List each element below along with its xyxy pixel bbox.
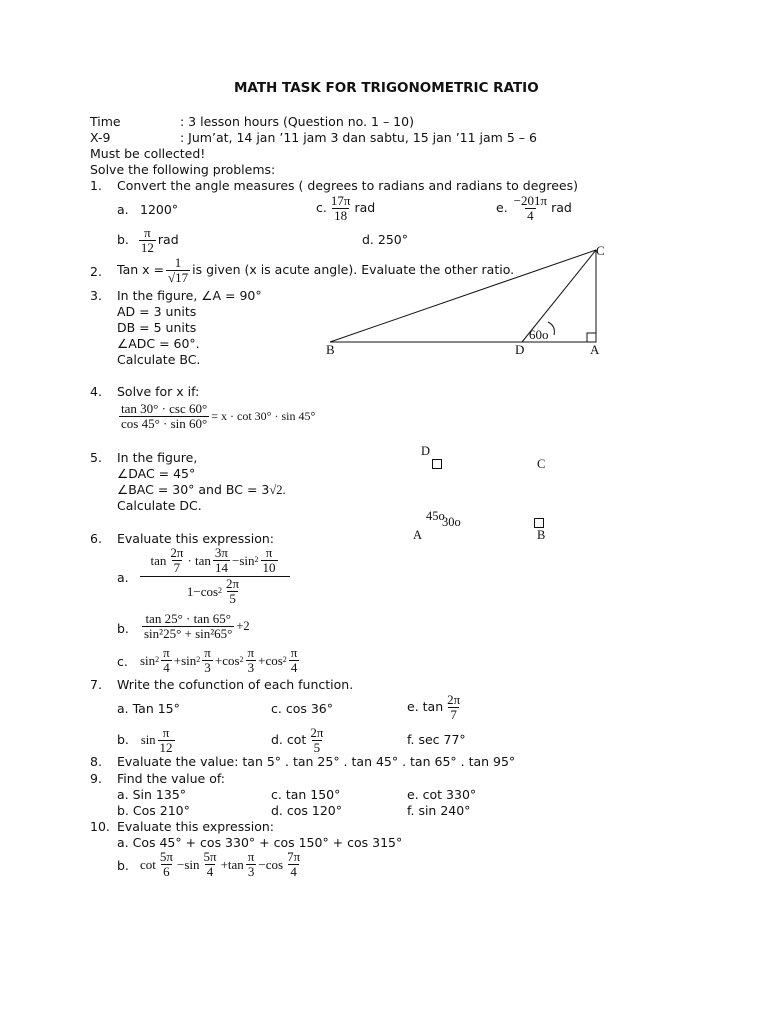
term-function: cos — [265, 652, 283, 668]
q5-line3 — [117, 484, 286, 497]
q6-a-denominator: 1−cos 2 $\frac{2\pi}{5}$ — [140, 576, 290, 605]
q6-number: 6. — [90, 531, 102, 546]
collected-note: Must be collected! — [90, 146, 206, 161]
q2-suffix: is given (x is acute angle). Evaluate the other ratio. — [192, 261, 515, 277]
term-operator: + — [173, 652, 182, 668]
q1-c-fraction: $\frac{17\pi}{18}$ — [330, 193, 351, 223]
q7-e — [407, 693, 464, 721]
q4-text: Solve for x if: — [117, 384, 200, 399]
q8-text: Evaluate the value: tan 5° . tan 25° . tan 45° . tan 65° . tan 95° — [117, 754, 516, 769]
q7-b-fn: sin — [140, 732, 156, 747]
label-a: A — [590, 342, 600, 357]
q1-c — [316, 194, 375, 222]
term-exponent: 2 — [155, 655, 160, 665]
term-fraction: $\frac{\pi}{3}$ — [247, 645, 255, 675]
q2-prefix: Tan x = — [117, 261, 164, 277]
q9-b: b. Cos 210° — [117, 803, 190, 818]
q7-d — [271, 726, 327, 754]
q1-c-unit: rad — [354, 199, 376, 215]
q10-text: Evaluate this expression: — [117, 819, 274, 834]
label-b: B — [326, 342, 335, 357]
q6-a-expression — [140, 546, 290, 606]
term-fraction: $\frac{\pi}{4}$ — [290, 645, 298, 675]
q6-b-plus: +2 — [236, 618, 250, 633]
q5-label-d: D — [421, 444, 431, 458]
term-fraction: $\frac{7\pi}{4}$ — [287, 849, 301, 879]
term-function: cos — [222, 652, 240, 668]
q10-b-expression — [140, 850, 304, 878]
q5-label-a: A — [413, 528, 423, 542]
term-operator: − — [258, 856, 266, 872]
label-c: C — [596, 243, 605, 258]
instruction: Solve the following problems: — [90, 162, 276, 177]
term-exponent: 2 — [282, 655, 287, 665]
q5-line3-radical: √2. — [269, 483, 286, 497]
q5-line3-text: ∠BAC = 30° and BC = 3 — [117, 482, 270, 497]
q5-angle-45: 45o — [426, 509, 445, 523]
q9-d: d. cos 120° — [271, 803, 342, 818]
q9-c: c. tan 150° — [271, 787, 341, 802]
q5-point-b-box — [534, 518, 544, 528]
q6-a-numerator: tan $\frac{2\pi}{7}$ · tan $\frac{3\pi}{14}$ −sin 2 $\frac{\pi}{10}$ — [150, 545, 276, 575]
q6-text: Evaluate this expression: — [117, 531, 274, 546]
segment-bc — [330, 250, 596, 342]
time-label: Time — [90, 114, 121, 129]
q6-a-label: a. — [117, 570, 129, 585]
q4-equation — [117, 402, 315, 430]
q5-line2: ∠DAC = 45° — [117, 466, 196, 481]
q10-b-label: b. — [117, 858, 129, 873]
q7-b-label: b. — [117, 731, 129, 747]
q1-b-label: b. — [117, 231, 129, 247]
page-title: MATH TASK FOR TRIGONOMETRIC RATIO — [234, 80, 539, 96]
q3-line5: Calculate BC. — [117, 352, 201, 367]
class-value: : Jum’at, 14 jan ’11 jam 3 dan sabtu, 15 jan ’11 jam 5 – 6 — [180, 130, 537, 145]
q3-line2: AD = 3 units — [117, 304, 197, 319]
q1-e-fraction: $\frac{-201\pi}{4}$ — [513, 193, 548, 223]
q1-b — [117, 226, 179, 254]
term-function: sin — [184, 856, 200, 872]
q5-label-c: C — [537, 457, 546, 471]
q9-e: e. cot 330° — [407, 787, 477, 802]
q7-d-label: d. cot — [271, 731, 307, 747]
q6-c-label: c. — [117, 654, 128, 669]
q7-b — [117, 726, 177, 754]
q4-rhs: = x · cot 30° · sin 45° — [211, 409, 316, 424]
class-label: X-9 — [90, 130, 111, 145]
q2-fraction: $\frac{1}{√17}$ — [167, 255, 189, 285]
q7-text: Write the cofunction of each function. — [117, 677, 354, 692]
q7-number: 7. — [90, 677, 102, 692]
q9-number: 9. — [90, 771, 102, 786]
q1-b-fraction: $\frac{\pi}{12}$ — [140, 225, 154, 255]
q8-number: 8. — [90, 754, 102, 769]
term-fraction: $\frac{\pi}{3}$ — [204, 645, 211, 675]
q5-label-b: B — [537, 528, 546, 542]
q5-point-d-box — [432, 459, 442, 469]
q3-triangle-figure — [320, 240, 620, 365]
q10-a: a. Cos 45° + cos 330° + cos 150° + cos 315° — [117, 835, 403, 850]
q3-line1: In the figure, ∠A = 90° — [117, 288, 262, 303]
right-angle-mark — [587, 333, 596, 342]
q7-c: c. cos 36° — [271, 701, 333, 716]
q1-e-label: e. — [496, 199, 508, 215]
term-function: sin — [181, 652, 197, 668]
q6-b-expression — [140, 612, 250, 640]
q3-number: 3. — [90, 288, 102, 303]
term-exponent: 2 — [196, 655, 201, 665]
term-operator: + — [214, 652, 223, 668]
q1-d: d. 250° — [362, 232, 408, 247]
term-operator: − — [176, 856, 185, 872]
q7-e-label: e. tan — [407, 698, 444, 714]
q5-line1: In the figure, — [117, 450, 198, 465]
q5-angle-30: 30o — [442, 515, 461, 529]
q1-e-unit: rad — [551, 199, 572, 215]
q10-number: 10. — [90, 819, 110, 834]
q3-line3: DB = 5 units — [117, 320, 197, 335]
q9-text: Find the value of: — [117, 771, 226, 786]
q6-b-label: b. — [117, 621, 129, 636]
q2-number: 2. — [90, 264, 102, 279]
term-fraction: $\frac{5\pi}{4}$ — [203, 849, 217, 879]
term-fraction: $\frac{\pi}{3}$ — [247, 849, 255, 879]
q4-number: 4. — [90, 384, 102, 399]
angle-60-label: 60o — [529, 327, 549, 342]
q1-c-label: c. — [316, 199, 327, 215]
q4-fraction: $\frac{\tan 30^\circ \cdot \csc 60^\circ}{\cos 45^\circ \cdot \sin 60^\circ}$ — [121, 401, 208, 431]
q3-line4: ∠ADC = 60°. — [117, 336, 200, 351]
q7-b-fraction: $\frac{\pi}{12}$ — [159, 725, 173, 755]
q7-e-fraction: $\frac{2\pi}{7}$ — [447, 692, 461, 722]
q9-a: a. Sin 135° — [117, 787, 187, 802]
time-value: : 3 lesson hours (Question no. 1 – 10) — [180, 114, 414, 129]
term-operator: + — [220, 856, 228, 872]
term-function: tan — [227, 856, 244, 872]
term-exponent: 2 — [239, 655, 244, 665]
q7-a: a. Tan 15° — [117, 701, 180, 716]
q7-f: f. sec 77° — [407, 732, 466, 747]
q9-f: f. sin 240° — [407, 803, 471, 818]
label-d: D — [515, 342, 525, 357]
q7-d-fraction: $\frac{2\pi}{5}$ — [310, 725, 324, 755]
term-fraction: $\frac{\pi}{4}$ — [163, 645, 170, 675]
term-function: cot — [140, 856, 156, 872]
q6-c-expression — [140, 646, 301, 674]
q5-line4: Calculate DC. — [117, 498, 202, 513]
q1-number: 1. — [90, 178, 102, 193]
q5-number: 5. — [90, 450, 102, 465]
term-function: sin — [140, 652, 156, 668]
q1-e — [496, 194, 572, 222]
term-operator: + — [258, 652, 266, 668]
q1-b-unit: rad — [157, 231, 179, 247]
q6-b-fraction: $\frac{\tan 25^\circ \cdot \tan 65^\circ}{\text{sin²25° + sin²65°}}$ — [144, 611, 233, 641]
q1-a-label: a. — [117, 202, 129, 217]
q1-a-value: 1200° — [140, 202, 179, 217]
term-function: cos — [265, 856, 284, 872]
angle-arc — [548, 322, 554, 335]
q1-text: Convert the angle measures ( degrees to radians and radians to degrees) — [117, 178, 578, 193]
term-fraction: $\frac{5\pi}{6}$ — [159, 849, 173, 879]
